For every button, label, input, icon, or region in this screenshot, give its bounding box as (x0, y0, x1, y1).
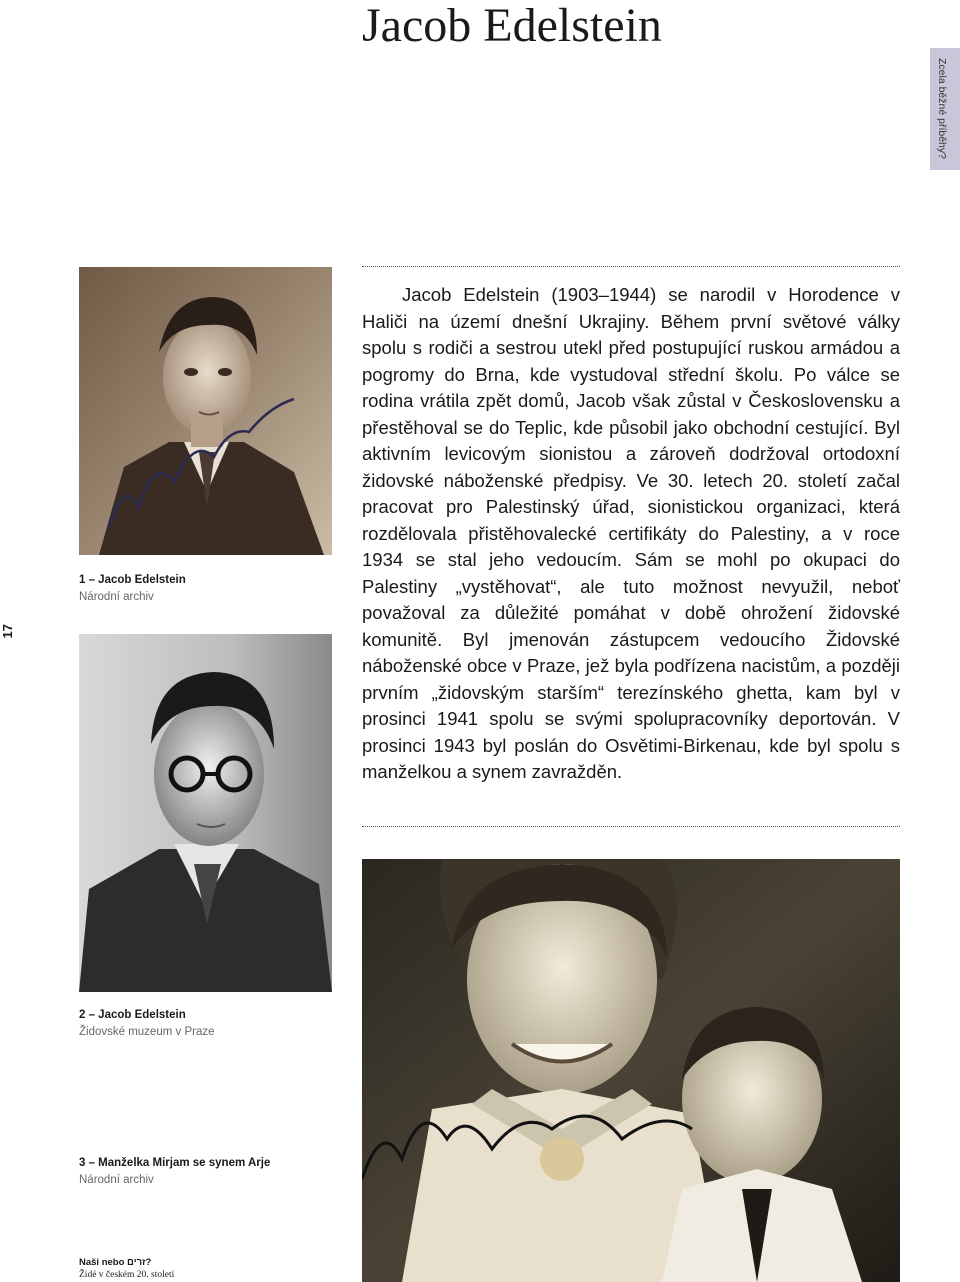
photo-2-portrait (79, 634, 332, 992)
footer-subtitle: Židé v českém 20. století (79, 1270, 175, 1280)
photo-1-image (79, 267, 332, 555)
photo-2-title: 2 – Jacob Edelstein (79, 1009, 186, 1021)
photo-1-source: Národní archiv (79, 591, 154, 603)
article-body: Jacob Edelstein (1903–1944) se narodil v Horodence v Haliči na území dnešní Ukrajiny. Během první světové války spolu s rodiči a sestrou utekl před postupující ruskou armádou a pogromy do Brna, kde vystudoval střední školu. Po válce se rodina vrátila zpět domů, Jacob však zůstal v Československu a přestěhoval se do Teplic, kde působil jako obchodní cestující. Byl aktivním levicovým sionistou a zároveň dodržoval ortodoxní židovské náboženské předpisy. Ve 30. letech 20. století začal pracovat pro Palestinský úřad, sionistickou organizaci, která rozdělovala přistěhovalecké certifikáty do Palestiny, a v roce 1934 se stal jeho vedoucím. Sám se mohl po okupaci do Palestiny „vystěhovat“, ale tuto možnost nevyužil, neboť považoval za důležité pomáhat v době ohrožení židovské komunitě. Byl jmenován zástupcem vedoucího Židovské náboženské obce v Praze, jež byla podřízena nacistům, a později prvním „židovským starším“ terezínského ghetta, kam byl v prosinci 1941 spolu se svými spolupracovníky deportován. V prosinci 1943 byl poslán do Osvětimi-Birkenau, kde byl spolu s manželkou a synem zavražděn. (362, 284, 900, 782)
bottom-divider (362, 826, 900, 827)
photo-2-source: Židovské muzeum v Praze (79, 1026, 215, 1038)
top-divider (362, 266, 900, 267)
photo-1-title: 1 – Jacob Edelstein (79, 574, 186, 586)
footer-series-title: Naši nebo זרים? (79, 1257, 152, 1268)
photo-3-source: Národní archiv (79, 1174, 154, 1186)
photo-3-title: 3 – Manželka Mirjam se synem Arje (79, 1157, 271, 1169)
photo-2-image (79, 634, 332, 992)
running-footer (79, 1257, 174, 1281)
page-title: Jacob Edelstein (362, 0, 662, 52)
photo-3-image (362, 859, 900, 1282)
page-number: 17 (0, 624, 15, 639)
side-tab-label: Zcela běžné příběhy? (936, 58, 948, 159)
photo-1-caption (79, 572, 186, 606)
photo-3-caption (79, 1155, 270, 1189)
photo-2-caption (79, 1007, 215, 1041)
photo-3-portrait (362, 859, 900, 1282)
photo-1-portrait (79, 267, 332, 555)
